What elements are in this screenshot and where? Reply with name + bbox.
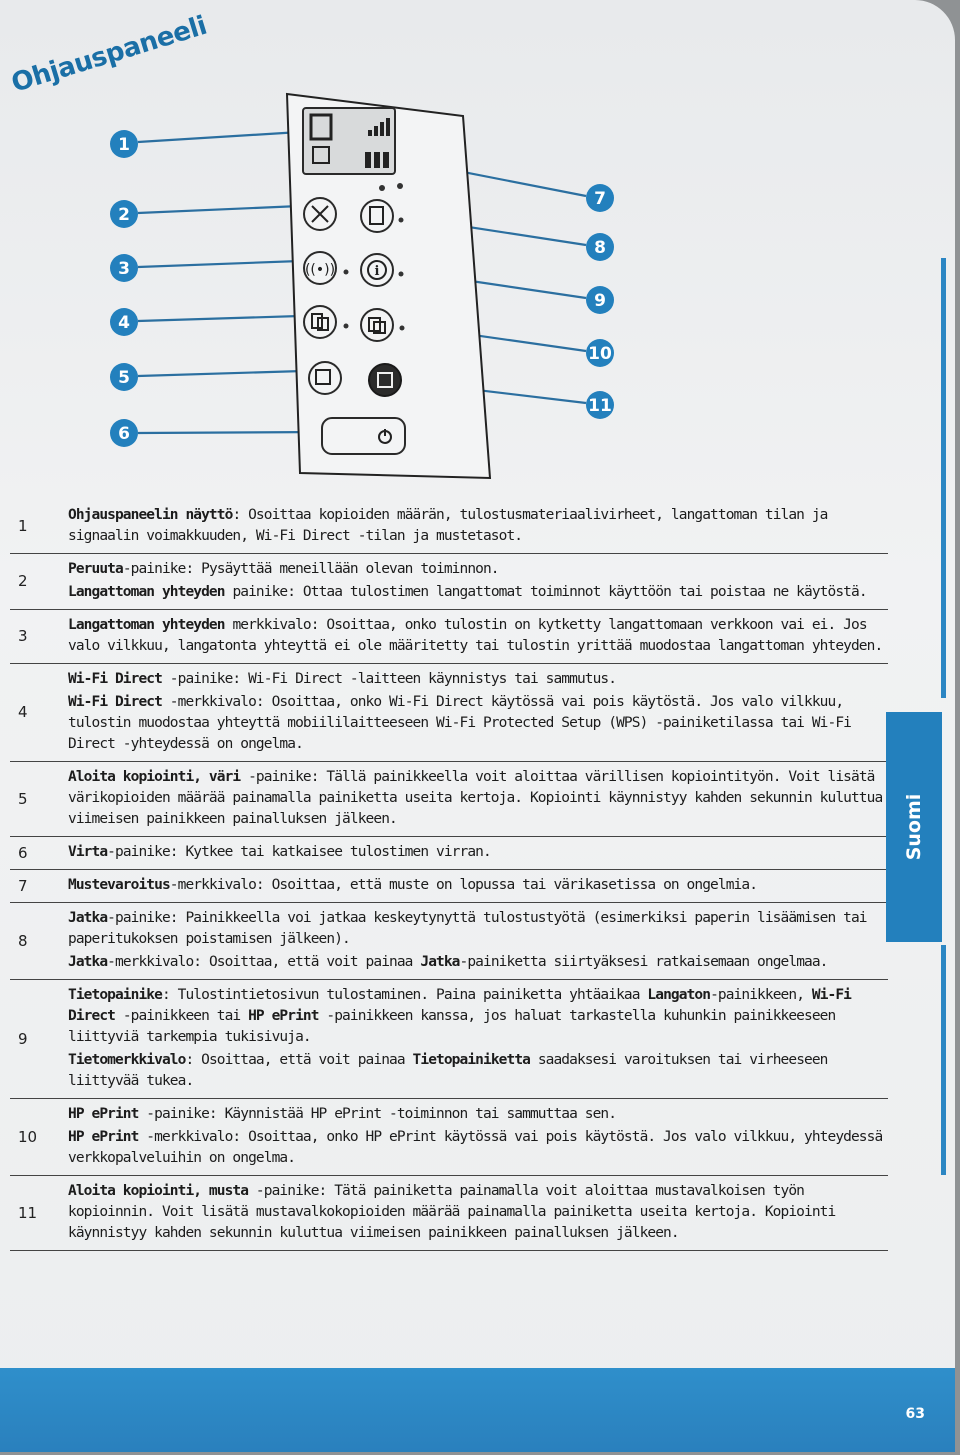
- leader-line-2: [138, 206, 300, 213]
- row-description: [68, 906, 888, 975]
- description-text: -painikkeen,: [710, 987, 812, 1003]
- row-description: [68, 983, 888, 1094]
- svg-text:2: 2: [118, 205, 130, 225]
- description-text: -painike: Wi-Fi Direct -laitteen käynnistys tai sammutus.: [161, 671, 617, 687]
- description-text: : Osoittaa, että voit painaa: [185, 1052, 413, 1068]
- description-text: painike: Ottaa tulostimen langattomat toiminnot käyttöön tai poistaa ne käytöstä.: [224, 584, 867, 600]
- term-label: Peruuta: [68, 561, 123, 577]
- term-label: Wi-Fi Direct: [68, 694, 162, 710]
- description-entry: [68, 615, 888, 657]
- description-text: -merkkivalo: Osoittaa, että voit painaa: [107, 954, 421, 970]
- table-row: [10, 610, 888, 664]
- callout-badge-4: [110, 308, 138, 336]
- svg-text:6: 6: [118, 424, 130, 444]
- description-text: -merkkivalo: Osoittaa, onko Wi-Fi Direct käytössä vai pois käytöstä. Jos valo vilkkuu, tulostin muodostaa yhteyttä mobiililaitteeseen Wi-Fi Protected Setup (WPS) -painiketilassa tai Wi-Fi Direct -yhteydessä on ongelma.: [68, 694, 851, 752]
- control-panel-diagram: [0, 80, 955, 500]
- resume-button[interactable]: [361, 200, 393, 232]
- callout-badge-3: [110, 254, 138, 282]
- description-entry: [68, 1181, 888, 1244]
- row-description: [68, 765, 888, 832]
- svg-text:11: 11: [588, 396, 612, 416]
- description-entry: [68, 692, 888, 755]
- description-entry: [68, 842, 888, 863]
- language-tab-label: Suomi: [903, 793, 925, 861]
- resume-light: [399, 218, 404, 223]
- leader-line-3: [138, 261, 300, 267]
- description-text: -painike: Pysäyttää meneillään olevan toiminnon.: [122, 561, 499, 577]
- legend-table: [10, 500, 888, 1251]
- description-text: -painike: Painikkeella voi jatkaa keskeytynyttä tulostustyötä (esimerkiksi paperin lisäämisen tai paperitukoksen poistamisen jälkeen).: [68, 910, 867, 947]
- row-description: [68, 613, 888, 659]
- table-row: [10, 762, 888, 837]
- description-text: -painikkeen tai: [114, 1008, 249, 1024]
- hp-eprint-button[interactable]: [361, 309, 393, 341]
- svg-text:5: 5: [118, 368, 130, 388]
- description-text: -painiketta siirtyäksesi ratkaisemaan ongelmaa.: [459, 954, 828, 970]
- term-label: Virta: [68, 844, 108, 860]
- start-copy-black-button[interactable]: [369, 364, 401, 396]
- term-label: Mustevaroitus: [68, 877, 170, 893]
- term-label: Jatka: [68, 954, 108, 970]
- wifi-direct-button[interactable]: [304, 306, 336, 338]
- side-rule-top: [941, 258, 946, 698]
- row-description: [68, 1179, 888, 1246]
- term-label: Tietopainiketta: [412, 1052, 530, 1068]
- leader-line-5: [138, 371, 303, 376]
- callout-badge-11: [586, 391, 614, 419]
- table-row: [10, 1099, 888, 1176]
- term-label: Langattoman yhteyden: [68, 584, 225, 600]
- start-copy-color-button[interactable]: [309, 362, 341, 394]
- description-entry: [68, 875, 888, 896]
- row-number: 3: [18, 627, 28, 645]
- callout-badge-10: [586, 339, 614, 367]
- svg-text:4: 4: [118, 313, 130, 333]
- description-entry: [68, 559, 888, 580]
- wireless-icon: ((•)): [304, 262, 336, 278]
- term-label: HP ePrint: [68, 1129, 139, 1145]
- description-entry: [68, 505, 888, 547]
- table-row: [10, 500, 888, 554]
- table-row: [10, 1176, 888, 1251]
- description-entry: [68, 1104, 888, 1125]
- row-description: [68, 840, 888, 865]
- table-row: [10, 903, 888, 980]
- term-label: Tietopainike: [68, 987, 162, 1003]
- description-text: -painike: Tätä painiketta painamalla voit aloittaa mustavalkoisen työn kopioinnin. Voit lisätä mustavalkokopioiden määrää painamalla painiketta useita kertoja. Kopiointi käynnistyy kahden sekunnin kuluttua viimeisen painikkeen painalluksen jälkeen.: [68, 1183, 836, 1241]
- panel-display: [303, 108, 395, 174]
- svg-text:1: 1: [118, 135, 130, 155]
- term-label: Tietomerkkivalo: [68, 1052, 186, 1068]
- description-text: -painikkeen kanssa, jos haluat tarkastella kuhunkin painikkeeseen liittyviä tarkempia tukisivuja.: [68, 1008, 836, 1045]
- ink-level-icon: [365, 152, 389, 168]
- row-number: 1: [18, 517, 28, 535]
- description-text: saadaksesi varoituksen tai virheeseen liittyvää tukea.: [68, 1052, 828, 1089]
- row-number: 2: [18, 572, 28, 590]
- row-number: 11: [18, 1203, 38, 1222]
- leader-line-6: [138, 432, 325, 433]
- row-number: 10: [18, 1127, 38, 1146]
- row-description: [68, 1102, 888, 1171]
- callout-badge-2: [110, 200, 138, 228]
- ink-alert-light: [379, 185, 385, 191]
- power-button[interactable]: [322, 418, 405, 454]
- table-row: [10, 554, 888, 610]
- side-rule-bottom: [941, 945, 946, 1175]
- callout-badge-7: [586, 184, 614, 212]
- term-label: Jatka: [68, 910, 108, 926]
- table-row: [10, 980, 888, 1099]
- row-number: 5: [18, 789, 28, 808]
- language-tab: [886, 712, 942, 942]
- info-light: [399, 272, 404, 277]
- description-text: : Tulostintietosivun tulostaminen. Paina painiketta yhtäaikaa: [161, 987, 648, 1003]
- row-number: 9: [18, 1029, 28, 1048]
- table-row: [10, 870, 888, 903]
- row-description: [68, 503, 888, 549]
- term-label: Aloita kopiointi, musta: [68, 1183, 249, 1199]
- term-label: HP ePrint: [68, 1106, 139, 1122]
- svg-text:7: 7: [594, 189, 606, 209]
- wifi-direct-light: [344, 324, 349, 329]
- description-entry: [68, 767, 888, 830]
- description-text: -painike: Kytkee tai katkaisee tulostimen virran.: [107, 844, 491, 860]
- description-entry: [68, 952, 888, 973]
- row-description: [68, 873, 888, 898]
- term-label: Aloita kopiointi, väri: [68, 769, 241, 785]
- svg-text:9: 9: [594, 291, 606, 311]
- term-label: Wi-Fi Direct: [68, 671, 162, 687]
- term-label: Langaton: [647, 987, 711, 1003]
- term-label: Wi-Fi Direct: [68, 987, 852, 1024]
- term-label: Ohjauspaneelin näyttö: [68, 507, 233, 523]
- row-number: 8: [18, 931, 28, 950]
- ink-alert-dot: [397, 183, 403, 189]
- row-number: 7: [18, 876, 28, 895]
- svg-text:10: 10: [588, 344, 612, 364]
- callout-badge-5: [110, 363, 138, 391]
- term-label: Langattoman yhteyden: [68, 617, 225, 633]
- callout-badge-8: [586, 233, 614, 261]
- description-entry: [68, 669, 888, 690]
- wireless-light: [344, 270, 349, 275]
- row-description: [68, 667, 888, 757]
- svg-text:8: 8: [594, 238, 606, 258]
- description-text: -merkkivalo: Osoittaa, että muste on lopussa tai värikasetissa on ongelmia.: [169, 877, 758, 893]
- svg-text:3: 3: [118, 259, 130, 279]
- page-title: Ohjauspaneeli: [8, 10, 211, 99]
- description-entry: [68, 985, 888, 1048]
- description-text: merkkivalo: Osoittaa, onko tulostin on kytketty langattomaan verkkoon vai ei. Jos valo vilkkuu, langatonta yhteyttä ei ole määritetty tai tulostin yrittää muodostaa langattoman yhteyden.: [68, 617, 883, 654]
- row-number: 6: [18, 843, 28, 862]
- eprint-light: [400, 326, 405, 331]
- leader-line-1: [138, 132, 300, 142]
- callout-badge-9: [586, 286, 614, 314]
- callout-badge-1: [110, 130, 138, 158]
- description-entry: [68, 1127, 888, 1169]
- table-row: [10, 664, 888, 762]
- description-text: -merkkivalo: Osoittaa, onko HP ePrint käytössä vai pois käytöstä. Jos valo vilkkuu, yhteydessä verkkopalveluihin on ongelma.: [68, 1129, 883, 1166]
- description-entry: [68, 582, 888, 603]
- description-text: : Osoittaa kopioiden määrän, tulostusmateriaalivirheet, langattoman tilan ja signaalin voimakkuuden, Wi-Fi Direct -tilan ja mustetasot.: [68, 507, 828, 544]
- info-icon-letter: i: [374, 264, 380, 279]
- description-entry: [68, 1050, 888, 1092]
- leader-line-4: [138, 316, 300, 321]
- row-number: 4: [18, 703, 28, 721]
- description-entry: [68, 908, 888, 950]
- description-text: -painike: Tällä painikkeella voit aloittaa värillisen kopiointityön. Voit lisätä värikopioiden määrää painamalla painiketta useita kertoja. Kopiointi käynnistyy kahden sekunnin kuluttua viimeisen painikkeen painalluksen jälkeen.: [68, 769, 883, 827]
- page-number: 63: [905, 1406, 925, 1422]
- term-label: HP ePrint: [248, 1008, 319, 1024]
- row-description: [68, 557, 888, 605]
- footer-bar: [0, 1368, 955, 1452]
- term-label: Jatka: [420, 954, 460, 970]
- description-text: -painike: Käynnistää HP ePrint -toiminnon tai sammuttaa sen.: [138, 1106, 617, 1122]
- table-row: [10, 837, 888, 870]
- callout-badge-6: [110, 419, 138, 447]
